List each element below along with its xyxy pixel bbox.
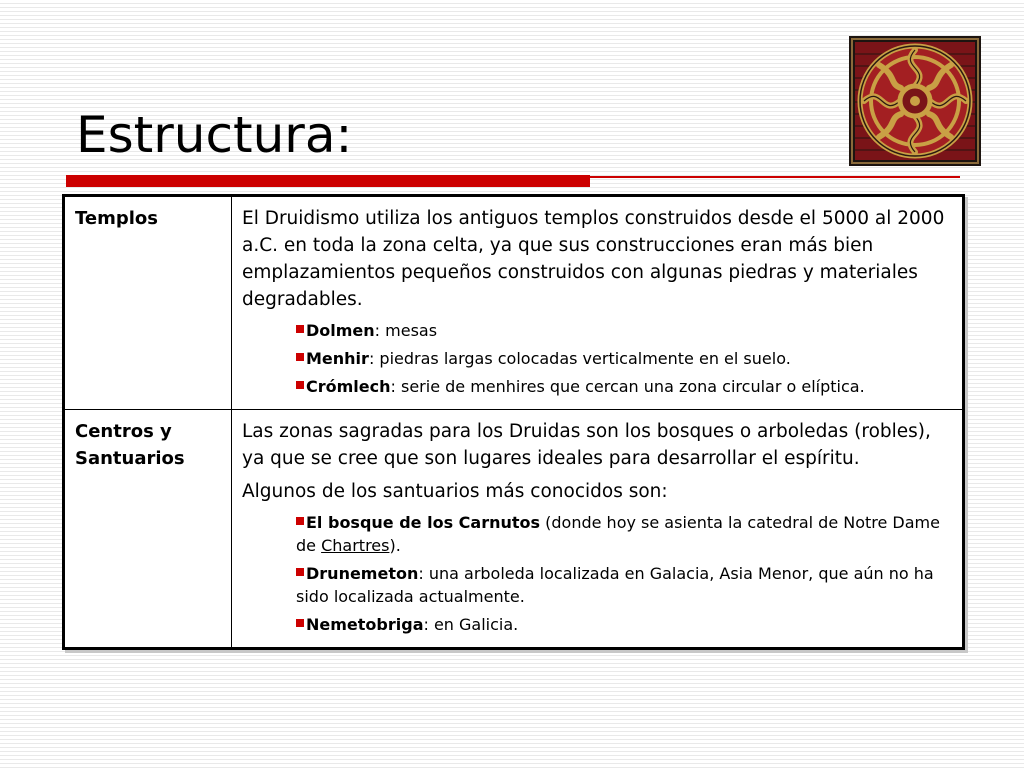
paragraph: El Druidismo utiliza los antiguos templos construidos desde el 5000 al 2000 a.C. en toda la zona celta, ya que sus construcciones eran más bien emplazamientos pequeños construidos con algunas piedras y materiales degradables. [242,208,945,310]
bullet-square-icon [296,568,304,576]
term: Crómlech [306,377,391,396]
list-item [242,613,952,636]
row-header-centros-santuarios: Centros y Santuarios [65,410,232,648]
paragraph: Las zonas sagradas para los Druidas son los bosques o arboledas (robles), ya que se cree que son lugares ideales para desarrollar el espíritu. [242,421,931,469]
list-item [242,511,952,557]
definition: : en Galicia. [423,615,519,634]
definition: : piedras largas colocadas verticalmente en el suelo. [368,349,791,368]
bullet-square-icon [296,381,304,389]
definition-end: ). [389,536,401,555]
list-item [242,319,952,342]
celtic-knot-cross-icon [849,36,981,166]
bullet-square-icon [296,517,304,525]
term: Dolmen [306,321,375,340]
bullet-square-icon [296,325,304,333]
chartres-link[interactable]: Chartres [321,536,390,555]
table-row [65,197,963,410]
term: Nemetobriga [306,615,424,634]
definition: : una arboleda localizada en Galacia, Asia Menor, que aún no ha sido localizada actualmente. [296,564,934,606]
bullet-square-icon [296,353,304,361]
term: Menhir [306,349,369,368]
row-body-templos [232,197,963,410]
content-table [62,194,965,650]
definition: (donde hoy se asienta la catedral de Notre Dame de [296,513,940,555]
list-item [242,375,952,398]
row-body-centros-santuarios [232,410,963,648]
term: El bosque de los Carnutos [306,513,541,532]
row-header-templos: Templos [65,197,232,410]
bullet-square-icon [296,619,304,627]
list-item [242,347,952,370]
paragraph: Algunos de los santuarios más conocidos son: [242,481,668,502]
definition: : mesas [374,321,438,340]
definition: : serie de menhires que cercan una zona circular o elíptica. [390,377,865,396]
table-row [65,410,963,648]
list-item [242,562,952,608]
slide-title: Estructura: [76,106,353,164]
title-accent-bar [66,175,590,187]
term: Drunemeton [306,564,419,583]
